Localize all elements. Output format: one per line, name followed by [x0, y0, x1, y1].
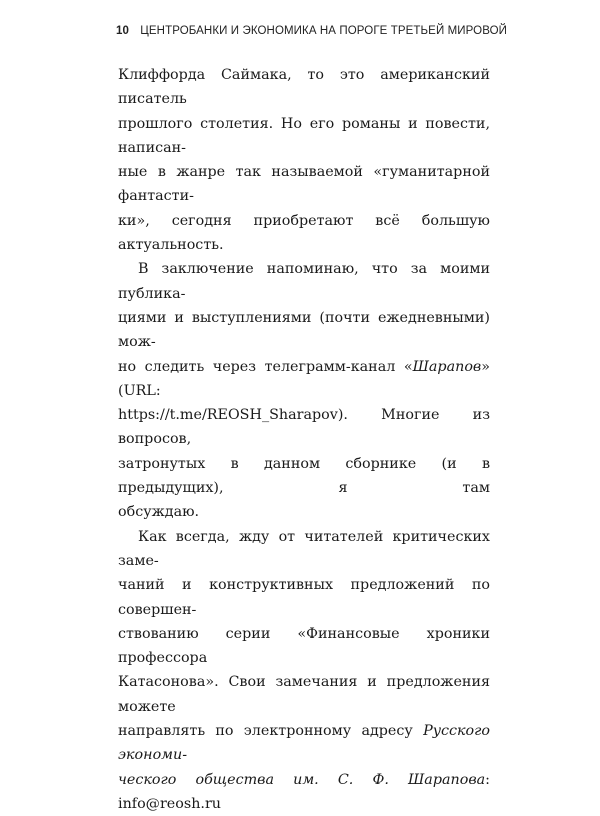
- text-line: Клиффорда Саймака, то это американский писатель: [118, 67, 490, 108]
- italic-text: Шарапов: [412, 358, 482, 375]
- text-line: Как всегда, жду от читателей критических заме-: [118, 528, 490, 569]
- text-line: затронутых в данном сборнике (и в предыдущих), я там: [118, 455, 490, 497]
- text-line: прошлого столетия. Но его романы и повести, написан-: [118, 115, 490, 156]
- italic-text: ческого общества им. С. Ф. Шарапова: [118, 771, 486, 788]
- text-line: В заключение напоминаю, что за моими публика-: [118, 261, 490, 302]
- italic-text: Русского экономи-: [118, 723, 490, 764]
- running-title: ЦЕНТРОБАНКИ И ЭКОНОМИКА НА ПОРОГЕ ТРЕТЬЕЙ МИРОВОЙ: [140, 25, 508, 37]
- text-line: ствованию серии «Финансовые хроники профессора: [118, 625, 490, 667]
- text-line: ные в жанре так называемой «гуманитарной фантасти-: [118, 164, 490, 205]
- body-text: [118, 63, 490, 816]
- text-line: обсуждаю.: [118, 504, 200, 521]
- text-line: чаний и конструктивных предложений по совершен-: [118, 577, 490, 618]
- page-number: 10: [116, 25, 129, 37]
- text-line: https://t.me/REOSH_Sharapov). Многие из вопросов,: [118, 407, 490, 448]
- text-line: ки», сегодня приобретают всё большую актуальность.: [118, 212, 490, 254]
- text-line: но следить через телеграмм-канал «Шарапов» (URL:: [118, 358, 490, 399]
- text-line: ческого общества им. С. Ф. Шарапова: info@reosh.ru: [118, 771, 490, 812]
- text-line: циями и выступлениями (почти ежедневными) мож-: [118, 309, 490, 351]
- running-header: [116, 25, 507, 37]
- text-line: Катасонова». Свои замечания и предложения можете: [118, 674, 490, 715]
- text-line: направлять по электронному адресу Русского экономи-: [118, 723, 490, 764]
